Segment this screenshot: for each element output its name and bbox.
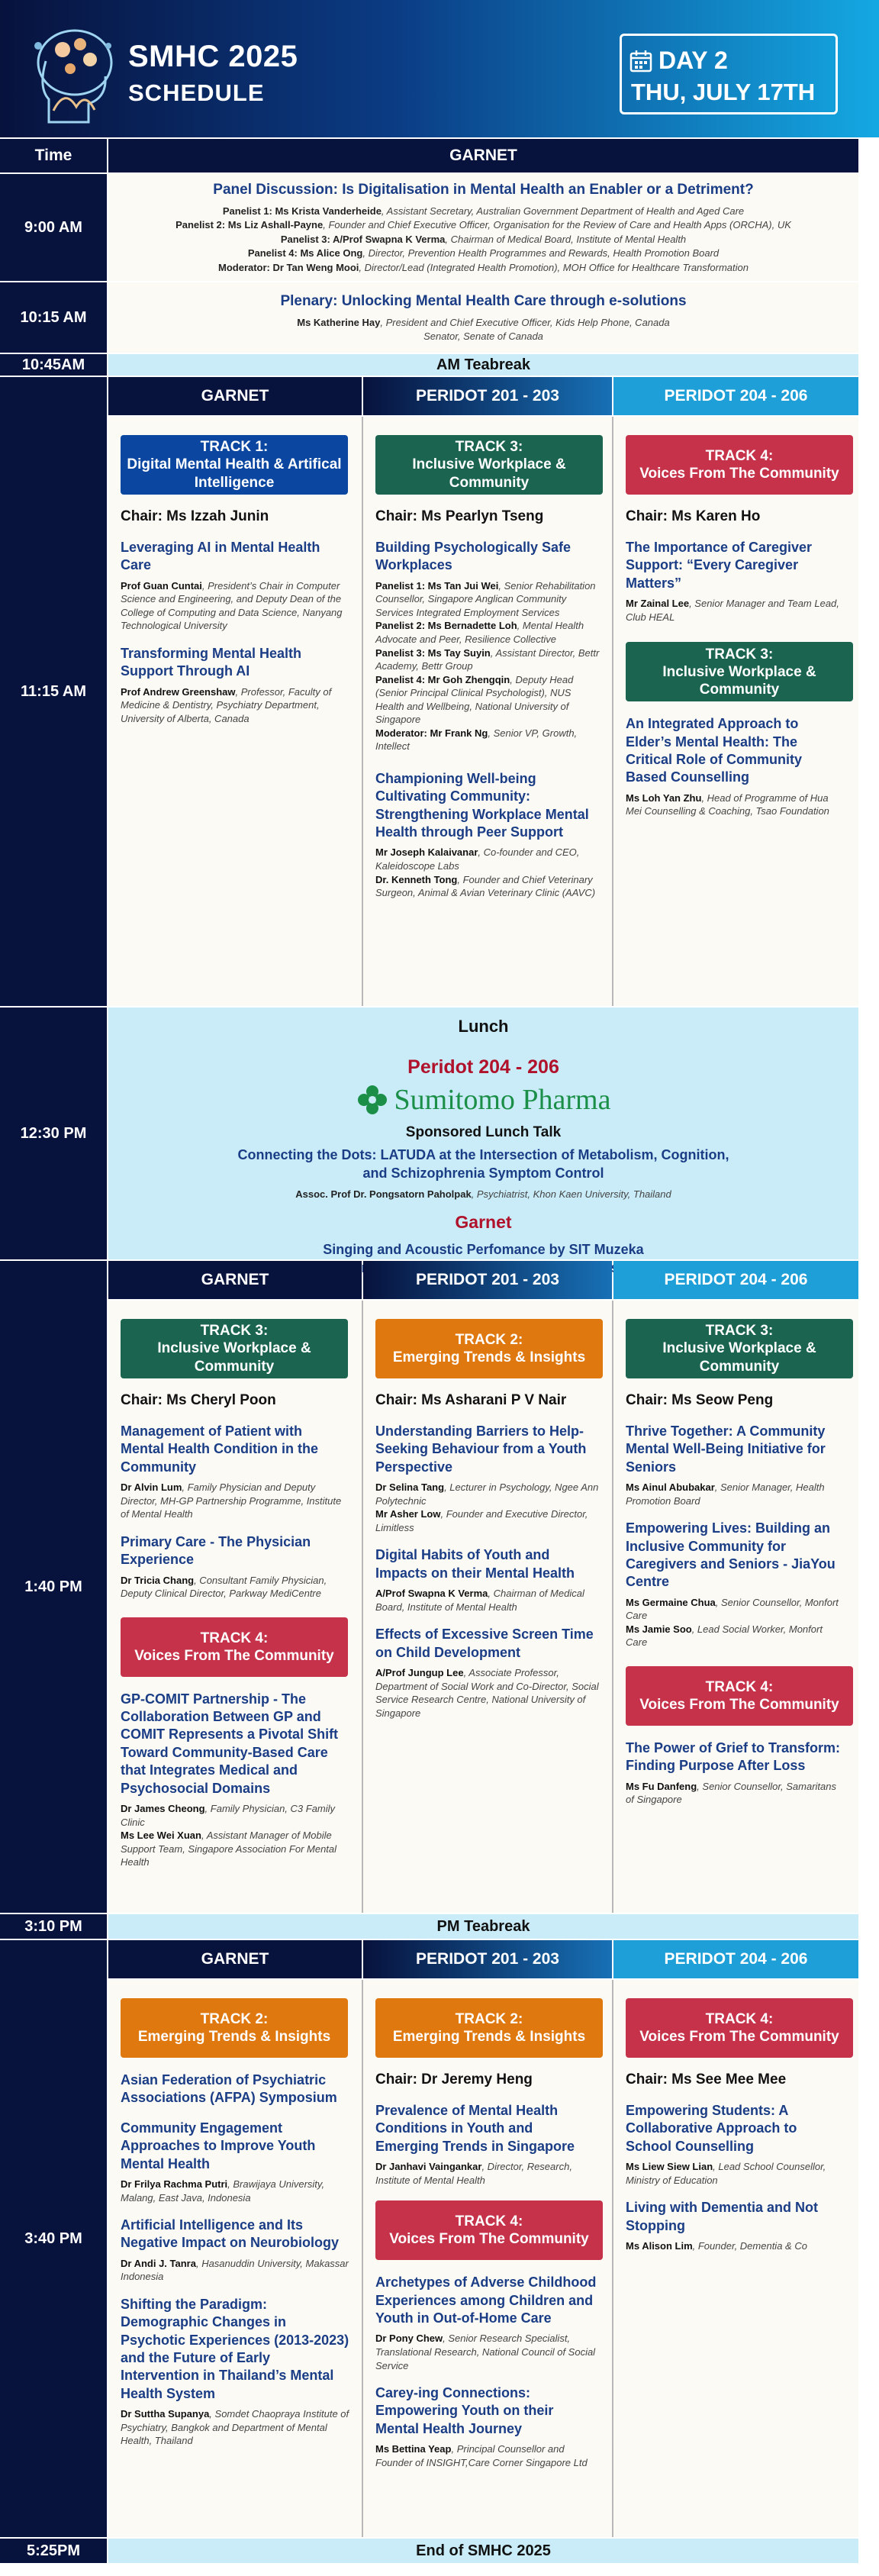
talk-title: Leveraging AI in Mental Health Care [121, 540, 320, 573]
chair-label: Chair: Dr Jeremy Heng [375, 2071, 533, 2088]
talk-title: Championing Well-being Cultivating Community: Strengthening Workplace Mental Health through Peer Support [375, 770, 589, 840]
talk-title: An Integrated Approach to Elder’s Mental Health: The Critical Role of Community Based Counselling [626, 716, 803, 785]
track-badge: TRACK 3: Inclusive Workplace & Community [626, 1319, 853, 1378]
sponsor-name: Sumitomo Pharma [394, 1084, 611, 1116]
day-badge [620, 34, 838, 114]
time-1230pm: 12:30 PM [0, 1008, 107, 1259]
talk-title: Carey-ing Connections: Empowering Youth on their Mental Health Journey [375, 2385, 554, 2436]
track-badge: TRACK 1: Digital Mental Health & Artifical Intelligence [121, 435, 348, 495]
chair-label: Chair: Ms See Mee Mee [626, 2071, 787, 2088]
talk-title: The Power of Grief to Transform: Finding Purpose After Loss [626, 1740, 841, 1774]
page-title: SMHC 2025 [128, 40, 298, 73]
col-header-peridot-204: PERIDOT 204 - 206 [613, 1261, 858, 1299]
speaker: Panelist 1: Ms Tan Jui Wei, Senior Rehabilitation Counsellor, Singapore Anglican Community Services Integrated Employment Services Panelist 2: Ms Bernadette Loh, Mental Health Advocate and Peer, Resilience Collective Panelist 3: Ms Tay Suyin, Assistant Director, Bettr Academy, Bettr Group Panelist 4: Mr Goh Zhengqin, Deputy Head (Senior Principal Clinical Psychologist), NUS Health and Wellbeing, National University of Singapore Moderator: Mr Frank Ng, Senior VP, Growth, Intellect [375, 579, 600, 753]
speaker-line: Ms Katherine Hay, President and Chief Executive Officer, Kids Help Phone, Canada [297, 317, 670, 328]
lunch-session [108, 1008, 858, 1259]
track-badge: TRACK 4: Voices From The Community [375, 2200, 603, 2260]
session-col-garnet [108, 417, 362, 1006]
plenary-session [108, 282, 858, 353]
track-badge: TRACK 3: Inclusive Workplace & Community [626, 642, 853, 701]
session-col-peridot-201 [363, 1301, 612, 1913]
talk-title: Understanding Barriers to Help-Seeking Behaviour from a Youth Perspective [375, 1423, 587, 1475]
panel-discussion-session [108, 174, 858, 281]
time-340pm: 3:40 PM [0, 1940, 107, 2537]
talk-title: Building Psychologically Safe Workplaces [375, 540, 572, 573]
end-of-conference: End of SMHC 2025 [108, 2539, 858, 2563]
chair-label: Chair: Ms Izzah Junin [121, 508, 269, 524]
sponsored-label: Sponsored Lunch Talk [405, 1124, 562, 1140]
session-title: Plenary: Unlocking Mental Health Care through e-solutions [280, 293, 687, 309]
time-1045am: 10:45AM [0, 354, 107, 376]
speaker: Ms Bettina Yeap, Principal Counsellor and Founder of INSIGHT,Care Corner Singapore Ltd [375, 2443, 588, 2468]
talk-title: Empowering Lives: Building an Inclusive Community for Caregivers and Seniors - JiaYou Centre [626, 1520, 836, 1590]
col-header-peridot-204: PERIDOT 204 - 206 [613, 377, 858, 415]
speaker: A/Prof Swapna K Verma, Chairman of Medical Board, Institute of Mental Health [375, 1588, 584, 1613]
speaker-line: Panelist 3: A/Prof Swapna K Verma, Chairman of Medical Board, Institute of Mental Health [280, 233, 687, 245]
session-col-peridot-201 [363, 1980, 612, 2537]
col-header-peridot-201: PERIDOT 201 - 203 [363, 377, 612, 415]
talk-title: Management of Patient with Mental Health Condition in the Community [121, 1423, 318, 1475]
lunch-label: Lunch [458, 1017, 509, 1036]
col-header-garnet: GARNET [108, 1940, 362, 1978]
track-badge: TRACK 3: Inclusive Workplace & Community [121, 1319, 348, 1378]
speaker: Prof Guan Cuntai, President’s Chair in Computer Science and Engineering, and Deputy Dean of the College of Computing and Data Science, Nanyang Technological University [121, 579, 343, 632]
day-label: DAY 2 [658, 47, 728, 74]
session-title: Panel Discussion: Is Digitalisation in Mental Health an Enabler or a Detriment? [213, 182, 754, 198]
lunch-room: Peridot 204 - 206 [407, 1056, 559, 1078]
speaker: Ms Germaine Chua, Senior Counsellor, Monfort Care Ms Jamie Soo, Lead Social Worker, Monfort Care [626, 1596, 839, 1649]
talk-title: Transforming Mental Health Support Through AI [121, 645, 302, 679]
col-header-peridot-201: PERIDOT 201 - 203 [363, 1940, 612, 1978]
session-col-garnet [108, 1301, 362, 1913]
chair-label: Chair: Ms Asharani P V Nair [375, 1392, 567, 1408]
track-badge: TRACK 4: Voices From The Community [626, 1666, 853, 1726]
speaker-line: Panelist 2: Ms Liz Ashall-Payne, Founder and Chief Executive Officer, Organisation for the Review of Care and Health Apps (ORCHA), UK [175, 219, 791, 231]
speaker-line: Panelist 4: Ms Alice Ong, Director, Prevention Health Programmes and Rewards, Health Promotion Board [247, 247, 720, 260]
speaker-line: Assoc. Prof Dr. Pongsatorn Paholpak, Psychiatrist, Khon Kaen University, Thailand [295, 1188, 671, 1200]
track-badge: TRACK 2: Emerging Trends & Insights [375, 1319, 603, 1378]
chair-label: Chair: Ms Seow Peng [626, 1392, 774, 1408]
talk-title: Living with Dementia and Not Stopping [626, 2200, 819, 2233]
speaker: Dr Andi J. Tanra, Hasanuddin University, Makassar Indonesia [121, 2257, 349, 2283]
track-badge: TRACK 4: Voices From The Community [626, 1998, 853, 2058]
session-col-garnet [108, 1980, 362, 2537]
garnet-column-header: GARNET [108, 139, 858, 172]
pm-teabreak: PM Teabreak [108, 1914, 858, 1939]
page-subtitle: SCHEDULE [128, 79, 265, 106]
speaker: Dr Selina Tang, Lecturer in Psychology, Ngee Ann Polytechnic Mr Asher Low, Founder and Executive Director, Limitless [375, 1481, 599, 1533]
talk-title: Effects of Excessive Screen Time on Child Development [375, 1627, 594, 1660]
time-140pm: 1:40 PM [0, 1261, 107, 1913]
speaker: Ms Ainul Abubakar, Senior Manager, Health Promotion Board [626, 1481, 825, 1507]
track-badge: TRACK 3: Inclusive Workplace & Community [375, 435, 603, 495]
talk-title: Community Engagement Approaches to Improve Youth Mental Health [121, 2120, 316, 2171]
speaker-line: Moderator: Dr Tan Weng Mooi, Director/Lead (Integrated Health Promotion), MOH Office for Healthcare Transformation [218, 261, 749, 273]
speaker: Dr Suttha Supanya, Somdet Chaopraya Institute of Psychiatry, Bangkok and Department of Mental Health, Thailand [121, 2408, 349, 2447]
session-col-peridot-204 [613, 1301, 858, 1913]
talk-title: Thrive Together: A Community Mental Well-Being Initiative for Seniors [626, 1423, 826, 1475]
speaker: Ms Loh Yan Zhu, Head of Programme of Hua Mei Counselling & Coaching, Tsao Foundation [626, 791, 829, 817]
speaker: Ms Alison Lim, Founder, Dementia & Co [626, 2240, 807, 2252]
speaker: Dr Tricia Chang, Consultant Family Physician, Deputy Clinical Director, Parkway MediCentre [121, 1574, 327, 1600]
lunch-talk-title: Connecting the Dots: LATUDA at the Intersection of Metabolism, Cognition, and Schizophrenia Symptom Control [237, 1147, 729, 1182]
time-1015am: 10:15 AM [0, 282, 107, 353]
garnet-room: Garnet [455, 1212, 512, 1233]
time-1115am: 11:15 AM [0, 377, 107, 1006]
session-col-peridot-201 [363, 417, 612, 1006]
speaker: A/Prof Jungup Lee, Associate Professor, Department of Social Work and Co-Director, Social Service Research Centre, National University of Singapore [375, 1667, 599, 1719]
talk-title: Empowering Students: A Collaborative Approach to School Counselling [626, 2103, 797, 2154]
time-525pm: 5:25PM [0, 2539, 107, 2563]
track-badge: TRACK 2: Emerging Trends & Insights [121, 1998, 348, 2058]
time-310pm: 3:10 PM [0, 1914, 107, 1939]
session-col-peridot-204 [613, 1980, 858, 2537]
speaker: Ms Liew Siew Lian, Lead School Counsellor, Ministry of Education [626, 2161, 826, 2186]
brain-head-logo [15, 15, 126, 130]
col-header-garnet: GARNET [108, 1261, 362, 1299]
talk-title: Digital Habits of Youth and Impacts on their Mental Health [375, 1547, 575, 1581]
col-header-garnet: GARNET [108, 377, 362, 415]
col-header-peridot-204: PERIDOT 204 - 206 [613, 1940, 858, 1978]
time-9am: 9:00 AM [0, 174, 107, 281]
speaker: Mr Joseph Kalaivanar, Co-founder and CEO, Kaleidoscope Labs Dr. Kenneth Tong, Founder and Chief Veterinary Surgeon, Animal & Avian Veterinary Clinic (AAVC) [375, 846, 596, 899]
speaker: Dr Alvin Lum, Family Physician and Deputy Director, MH-GP Partnership Programme, Institute of Mental Health [121, 1481, 342, 1520]
col-header-peridot-201: PERIDOT 201 - 203 [363, 1261, 612, 1299]
track-badge: TRACK 4: Voices From The Community [121, 1617, 348, 1677]
talk-title: Shifting the Paradigm: Demographic Changes in Psychotic Experiences (2013-2023) and the Future of Early Intervention in Thailand’s Mental Health System [121, 2296, 349, 2401]
header-banner [0, 0, 879, 137]
speaker: Prof Andrew Greenshaw, Professor, Faculty of Medicine & Dentistry, Psychiatry Department, University of Alberta, Canada [121, 685, 332, 724]
talk-title: GP-COMIT Partnership - The Collaboration Between GP and COMIT Represents a Pivotal Shift Toward Community-Based Care that Integrates Medical and Psychosocial Domains [121, 1691, 339, 1796]
time-column-header: Time [0, 139, 107, 172]
speaker-line: Panelist 1: Ms Krista Vanderheide, Assistant Secretary, Australian Government Department of Health and Aged Care [222, 205, 745, 217]
talk-title: Primary Care - The Physician Experience [121, 1533, 311, 1568]
speaker-line: Senator, Senate of Canada [423, 330, 543, 343]
sponsor-flower-icon [356, 1084, 388, 1116]
talk-title: Artificial Intelligence and Its Negative Impact on Neurobiology [121, 2217, 340, 2251]
talk-title: Asian Federation of Psychiatric Associations (AFPA) Symposium [121, 2072, 337, 2106]
am-teabreak: AM Teabreak [108, 354, 858, 376]
track-badge: TRACK 4: Voices From The Community [626, 435, 853, 495]
speaker: Ms Fu Danfeng, Senior Counsellor, Samaritans of Singapore [626, 1780, 836, 1806]
session-col-peridot-204 [613, 417, 858, 1006]
garnet-programme: Singing and Acoustic Perfomance by SIT Muzeka [323, 1242, 644, 1258]
speaker: Dr Janhavi Vaingankar, Director, Research, Institute of Mental Health [375, 2161, 572, 2186]
calendar-icon [629, 50, 652, 73]
speaker: Dr James Cheong, Family Physician, C3 Family Clinic Ms Lee Wei Xuan, Assistant Manager of Mobile Support Team, Singapore Association For Mental Health [121, 1803, 337, 1868]
chair-label: Chair: Ms Karen Ho [626, 508, 761, 524]
talk-title: Prevalence of Mental Health Conditions in Youth and Emerging Trends in Singapore [375, 2103, 575, 2154]
speaker: Mr Zainal Lee, Senior Manager and Team Lead, Club HEAL [626, 598, 839, 623]
speaker: Dr Frilya Rachma Putri, Brawijaya University, Malang, East Java, Indonesia [121, 2178, 325, 2204]
track-badge: TRACK 2: Emerging Trends & Insights [375, 1998, 603, 2058]
date-label: THU, JULY 17TH [631, 79, 816, 105]
talk-title: The Importance of Caregiver Support: “Every Caregiver Matters” [626, 540, 813, 591]
speaker: Dr Pony Chew, Senior Research Specialist, Translational Research, National Council of Social Service [375, 2333, 596, 2371]
chair-label: Chair: Ms Pearlyn Tseng [375, 508, 544, 524]
sponsor-logo [108, 1083, 858, 1117]
chair-label: Chair: Ms Cheryl Poon [121, 1392, 276, 1408]
talk-title: Archetypes of Adverse Childhood Experiences among Children and Youth in Out-of-Home Care [375, 2275, 597, 2326]
